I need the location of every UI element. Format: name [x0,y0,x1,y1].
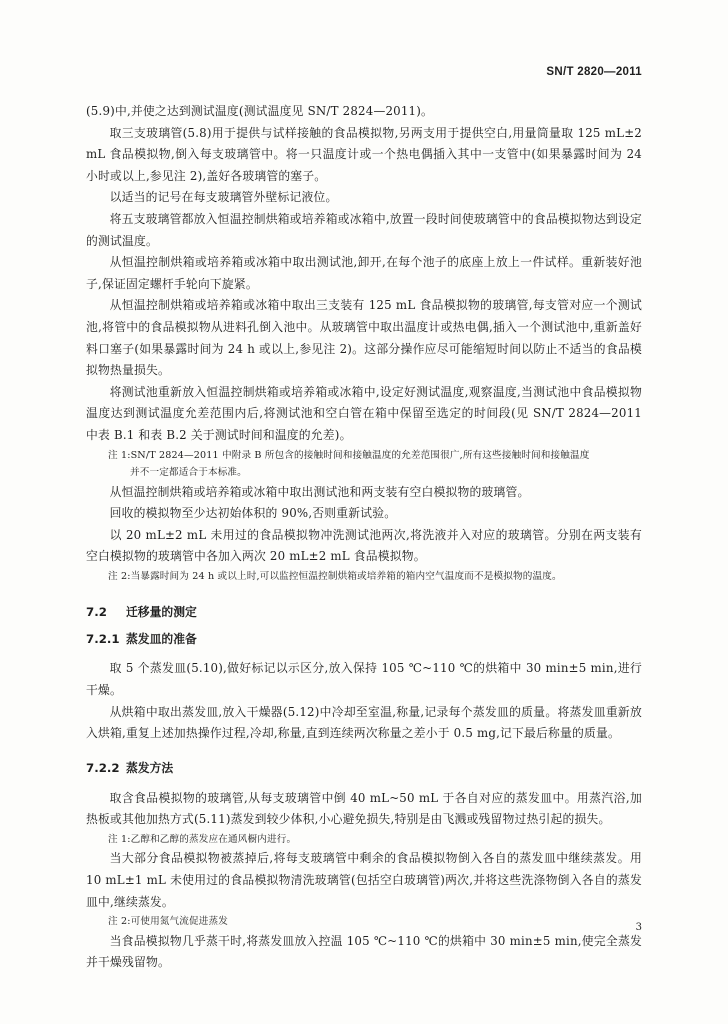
paragraph: 将五支玻璃管都放入恒温控制烘箱或培养箱或冰箱中,放置一段时间使玻璃管中的食品模拟物达到设定的测试温度。 [86,211,642,248]
paragraph: 将测试池重新放入恒温控制烘箱或培养箱或冰箱中,设定好测试温度,观察温度,当测试池中食品模拟物温度达到测试温度允差范围内后,将测试池和空白管在箱中保留至选定的时间段(见 SN/T 2824—2011 中表 B.1 和表 B.2 关于测试时间和温度的允差)。 [86,384,642,442]
paragraph: 取 5 个蒸发皿(5.10),做好标记以示区分,放入保持 105 ℃~110 ℃的烘箱中 30 min±5 min,进行干燥。 [86,661,642,697]
section-heading-7-2 [86,603,642,620]
paragraph: 回收的模拟物至少达初始体积的 90%,否则重新试验。 [109,506,397,521]
paragraph: (5.9)中,并使之达到测试温度(测试温度见 SN/T 2824—2011)。 [86,104,434,118]
note-1-line: 注 1:SN/T 2824—2011 中附录 B 所包含的接触时间和接触温度的允差范围很广,所有这些接触时间和接触温度 [108,449,590,461]
note-1 [86,447,642,482]
paragraph: 取三支玻璃管(5.8)用于提供与试样接触的食品模拟物,另两支用于提供空白,用量筒量取 125 mL±2 mL 食品模拟物,倒入每支玻璃管中。将一只温度计或一个热电偶插入其中一支管中(如果暴露时间为 24 小时或以上,参见注 2),盖好各玻璃管的塞子。 [86,125,642,183]
section-number: 7.2.2 [86,760,120,775]
paragraph: 从恒温控制烘箱或培养箱或冰箱中取出测试池和两支装有空白模拟物的玻璃管。 [109,484,530,499]
paragraph: 从烘箱中取出蒸发皿,放入干燥器(5.12)中冷却至室温,称量,记录每个蒸发皿的质量。将蒸发皿重新放入烘箱,重复上述加热操作过程,冷却,称量,直到连续两次称量之差小于 0.5 mg,记下最后称量的质量。 [86,704,642,741]
paragraph: 以 20 mL±2 mL 未用过的食品模拟物冲洗测试池两次,将洗液并入对应的玻璃管。分别在两支装有空白模拟物的玻璃管中各加入两次 20 mL±2 mL 食品模拟物。 [86,527,642,564]
paragraph: 以适当的记号在每支玻璃管外壁标记液位。 [109,190,338,205]
section-title: 蒸发皿的准备 [126,632,197,647]
note-4: 注 2:可使用氮气流促进蒸发 [108,916,229,928]
paragraph: 从恒温控制烘箱或培养箱或冰箱中取出测试池,卸开,在每个池子的底座上放上一件试样。重新装好池子,保证固定螺杆手轮向下旋紧。 [86,255,642,291]
page-body [86,101,642,974]
section-title: 蒸发方法 [126,760,174,775]
section-title: 迁移量的测定 [126,605,197,620]
section-number: 7.2.1 [86,632,120,647]
standard-code-header: SN/T 2820—2011 [546,66,642,78]
section-number: 7.2 [86,605,107,620]
note-2: 注 2:当暴露时间为 24 h 或以上时,可以监控恒温控制烘箱或培养箱的箱内空气温度而不是模拟物的温度。 [108,570,562,582]
paragraph: 取含食品模拟物的玻璃管,从每支玻璃管中倒 40 mL~50 mL 于各自对应的蒸发皿中。用蒸汽浴,加热板或其他加热方式(5.11)蒸发到较少体积,小心避免损失,特别是由飞溅或残留物过热引起的损失。 [86,790,642,827]
note-3: 注 1:乙醇和乙醇的蒸发应在通风橱内进行。 [108,833,297,845]
note-1-continuation: 并不一定都适合于本标准。 [130,467,247,478]
section-heading-7-2-1 [86,630,642,647]
paragraph: 从恒温控制烘箱或培养箱或冰箱中取出三支装有 125 mL 食品模拟物的玻璃管,每支管对应一个测试池,将管中的食品模拟物从进料孔倒入池中。从玻璃管中取出温度计或热电偶,插入一个测试池中,重新盖好料口塞子(如果暴露时间为 24 h 或以上,参见注 2)。这部分操作应尽可能缩短时间以防止不适当的食品模拟物热量损失。 [86,298,642,378]
page-number: 3 [635,922,642,933]
section-heading-7-2-2 [86,759,642,776]
paragraph: 当食品模拟物几乎蒸干时,将蒸发皿放入控温 105 ℃~110 ℃的烘箱中 30 min±5 min,使完全蒸发并干燥残留物。 [86,933,642,970]
paragraph: 当大部分食品模拟物被蒸掉后,将每支玻璃管中剩余的食品模拟物倒入各自的蒸发皿中继续蒸发。用 10 mL±1 mL 未使用过的食品模拟物清洗玻璃管(包括空白玻璃管)两次,并将这些洗涤物倒入各自的蒸发皿中,继续蒸发。 [86,851,642,909]
